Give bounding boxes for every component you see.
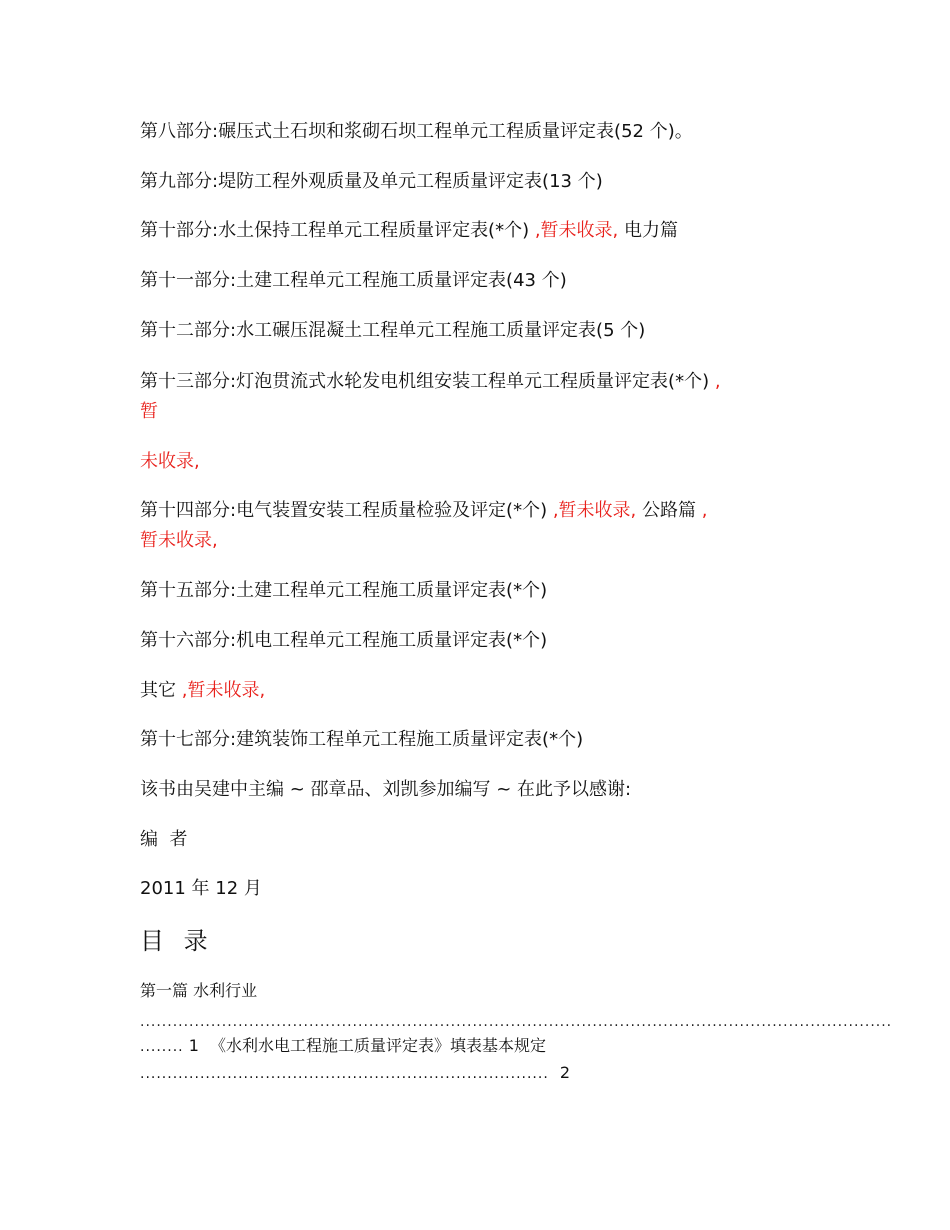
paragraph-thanks (140, 779, 631, 801)
paragraph-date (140, 878, 262, 900)
not-included-note: 暂 (140, 401, 158, 422)
not-included-note: ,暂未收录, (176, 680, 266, 701)
text: 第九部分:堤防工程外观质量及单元工程质量评定表(13 个) (140, 171, 603, 192)
paragraph-part-8 (140, 121, 693, 143)
toc-page-number: 2 (559, 1063, 571, 1082)
text: 第十四部分:电气装置安装工程质量检验及评定(*个) (140, 500, 548, 521)
text: 第八部分:碾压式土石坝和浆砌石坝工程单元工程质量评定表(52 个)。 (140, 121, 693, 142)
text: 公路篇 (636, 500, 697, 521)
toc-entry-title: 《水利水电工程施工质量评定表》填表基本规定 (209, 1036, 546, 1055)
text: 2011 年 12 月 (140, 878, 262, 899)
not-included-note: 未收录, (140, 451, 200, 472)
paragraph-part-16 (140, 630, 547, 652)
paragraph-part-10 (140, 220, 678, 242)
text: 第十三部分:灯泡贯流式水轮发电机组安装工程单元工程质量评定表(*个) (140, 371, 710, 392)
toc-entry-1[interactable] (140, 1036, 546, 1057)
paragraph-author (140, 829, 187, 851)
paragraph-part-13-wrap (140, 401, 158, 423)
text: 电力篇 (618, 220, 679, 241)
text: 编 者 (140, 829, 188, 850)
paragraph-part-11 (140, 270, 567, 292)
paragraph-other (140, 680, 265, 702)
not-included-note: , (696, 500, 708, 521)
paragraph-part-9 (140, 171, 603, 193)
text: 第十一部分:土建工程单元工程施工质量评定表(43 个) (140, 270, 567, 291)
text: 第十部分:水土保持工程单元工程质量评定表(*个) (140, 220, 530, 241)
toc-leader-dots: ........ (140, 1039, 184, 1055)
paragraph-part-14 (140, 500, 707, 522)
not-included-note: , (709, 371, 721, 392)
toc-leader-dots: .......................................................................................................................................... (140, 1014, 893, 1030)
not-included-note: ,暂未收录, (547, 500, 637, 521)
text: 第十六部分:机电工程单元工程施工质量评定表(*个) (140, 630, 548, 651)
toc-page-number: 1 (188, 1036, 199, 1055)
text: 该书由吴建中主编 ~ 邵章品、刘凯参加编写 ~ 在此予以感谢: (140, 779, 632, 800)
text: 第十五部分:土建工程单元工程施工质量评定表(*个) (140, 580, 548, 601)
paragraph-part-15 (140, 580, 547, 602)
text: 第十二部分:水工碾压混凝土工程单元工程施工质量评定表(5 个) (140, 320, 646, 341)
paragraph-part-13-continued (140, 451, 200, 473)
not-included-note: 暂未收录, (140, 530, 218, 551)
paragraph-part-13 (140, 371, 721, 393)
paragraph-part-14-wrap (140, 530, 218, 552)
toc-section-1[interactable]: 第一篇 水利行业 (140, 981, 258, 1000)
paragraph-part-17 (140, 729, 583, 751)
toc-heading: 目 录 (140, 927, 214, 955)
text: 第十七部分:建筑装饰工程单元工程施工质量评定表(*个) (140, 729, 584, 750)
toc-leader-dots: ........................................................................... (140, 1066, 549, 1082)
text: 其它 (140, 680, 176, 701)
paragraph-part-12 (140, 320, 645, 342)
not-included-note: ,暂未收录, (529, 220, 619, 241)
toc-entry-2[interactable] (140, 1063, 570, 1084)
